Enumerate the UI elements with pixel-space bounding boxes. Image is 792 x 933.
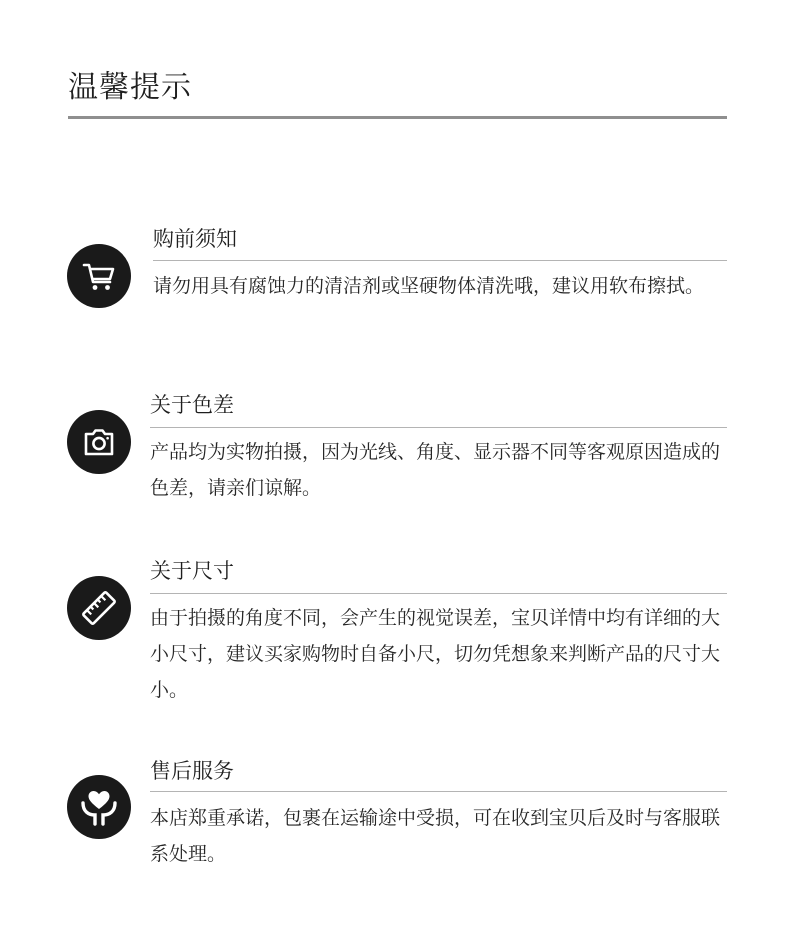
page-title: 温馨提示 bbox=[68, 70, 192, 105]
section-divider bbox=[150, 791, 727, 792]
section-body: 产品均为实物拍摄，因为光线、角度、显示器不同等客观原因造成的色差，请亲们谅解。 bbox=[150, 441, 721, 499]
section-divider bbox=[153, 260, 727, 261]
section-body: 请勿用具有腐蚀力的清洁剂或坚硬物体清洗哦，建议用软布擦拭。 bbox=[153, 275, 705, 297]
section-heading: 关于色差 bbox=[150, 393, 234, 417]
section-divider bbox=[150, 593, 727, 594]
camera-icon bbox=[67, 410, 131, 474]
shopping-cart-icon bbox=[67, 244, 131, 308]
section-heading: 售后服务 bbox=[150, 759, 234, 783]
section-body: 本店郑重承诺，包裹在运输途中受损，可在收到宝贝后及时与客服联系处理。 bbox=[150, 807, 721, 865]
title-divider bbox=[68, 116, 727, 119]
section-heading: 购前须知 bbox=[153, 227, 237, 251]
section-body: 由于拍摄的角度不同，会产生的视觉误差，宝贝详情中均有详细的大小尺寸，建议买家购物时自备小尺，切勿凭想象来判断产品的尺寸大小。 bbox=[150, 607, 721, 701]
ruler-icon bbox=[67, 576, 131, 640]
section-divider bbox=[150, 427, 727, 428]
heart-hands-icon bbox=[67, 775, 131, 839]
section-heading: 关于尺寸 bbox=[150, 559, 234, 583]
